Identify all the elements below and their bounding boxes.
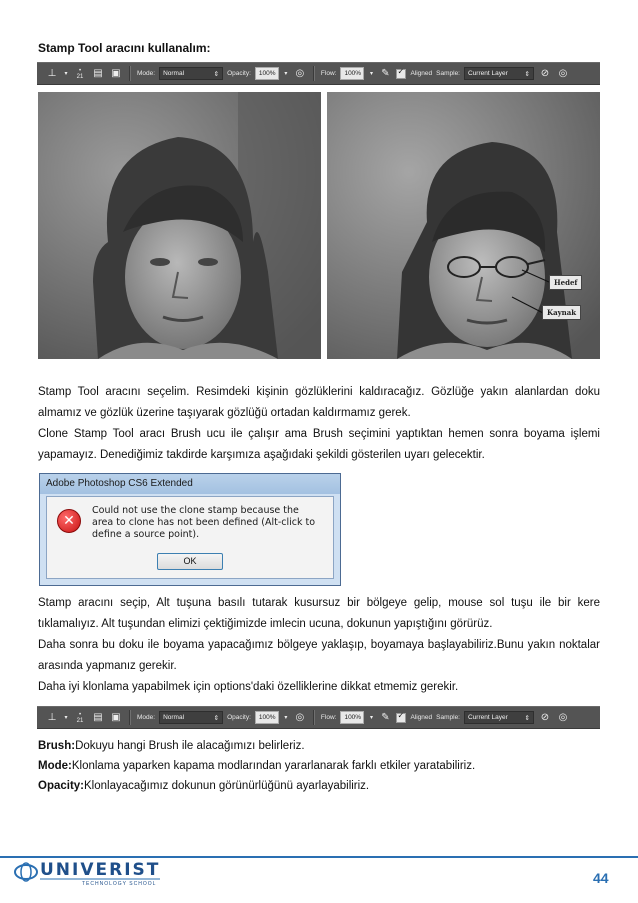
airbrush-icon[interactable]: ✎ [381, 68, 390, 79]
brush-panel-icon[interactable]: ▤ [93, 68, 103, 79]
chevron-down-icon[interactable]: ▾ [369, 71, 373, 77]
definition-text: Klonlayacağımız dokunun görünürlüğünü ayarlayabiliriz. [84, 780, 370, 792]
mode-value: Normal [163, 70, 185, 77]
footer-divider [0, 856, 638, 858]
divider [313, 710, 315, 725]
clone-source-panel-icon[interactable]: ▣ [111, 712, 121, 723]
flow-input[interactable] [340, 67, 364, 80]
opacity-label: Opacity: [227, 70, 251, 77]
photo-before [38, 92, 321, 359]
chevron-updown-icon: ⇕ [213, 714, 220, 722]
pressure-opacity-icon[interactable]: ◎ [295, 68, 305, 79]
paragraph: Stamp aracını seçip, Alt tuşuna basılı tutarak kusursuz bir bölgeye gelip, mouse sol tuşu ile bir kere tıklamalıyız. Alt tuşundan elimizi çektiğimizde imlecin ucuna, dokunun yapıştığını görürüz. [38, 597, 600, 630]
definition-brush [38, 736, 600, 756]
dialog-body [46, 496, 334, 579]
chevron-down-icon[interactable]: ▾ [284, 71, 288, 77]
pressure-size-icon[interactable]: ◎ [558, 68, 568, 79]
opacity-label: Opacity: [227, 714, 251, 721]
sample-select[interactable] [464, 711, 534, 724]
chevron-updown-icon: ⇕ [524, 70, 530, 78]
target-label: Hedef [549, 275, 582, 290]
flow-input[interactable] [340, 711, 364, 724]
paragraph: Clone Stamp Tool aracı Brush ucu ile çalışır ama Brush seçimini yaptıktan hemen sonra boyama işlemi yapamayız. Denediğimiz takdirde karşımıza aşağıdaki şekildi gösterilen uyarı gelecektir. [38, 428, 600, 461]
paragraph: Daha iyi klonlama yapabilmek için options'daki özelliklerine dikkat etmemiz gerekir. [38, 681, 459, 693]
sample-select[interactable] [464, 67, 534, 80]
brush-preset-picker[interactable]: • 21 [76, 711, 84, 724]
dialog-message: Could not use the clone stamp because the area to clone has not been defined (Alt-click to define a source point). [92, 505, 316, 540]
mode-label: Mode: [137, 70, 156, 77]
definition-term: Opacity: [38, 780, 85, 792]
chevron-down-icon[interactable]: ▾ [369, 715, 373, 721]
divider [129, 710, 131, 725]
photo-after [327, 92, 600, 359]
definition-mode [38, 756, 600, 776]
error-dialog [39, 473, 341, 586]
ignore-adjustment-layers-icon[interactable]: ⊘ [540, 712, 550, 723]
mode-select[interactable] [159, 711, 223, 724]
brush-panel-icon[interactable]: ▤ [93, 712, 103, 723]
definition-opacity [38, 776, 600, 796]
dialog-title: Adobe Photoshop CS6 Extended [40, 474, 340, 494]
instructions-text [38, 593, 600, 698]
definitions-list [38, 736, 600, 796]
chevron-down-icon[interactable]: ▾ [64, 715, 68, 721]
divider [129, 66, 131, 81]
clone-source-panel-icon[interactable]: ▣ [111, 68, 121, 79]
pressure-size-icon[interactable]: ◎ [558, 712, 568, 723]
definition-term: Mode: [38, 760, 72, 772]
opacity-value: 100% [258, 70, 276, 77]
brush-preset-picker[interactable]: • 21 [76, 67, 84, 80]
sample-value: Current Layer [468, 70, 508, 77]
chevron-updown-icon: ⇕ [213, 70, 220, 78]
aligned-checkbox[interactable] [396, 69, 406, 79]
brush-size-value: 21 [76, 717, 84, 724]
clone-stamp-icon[interactable]: ⊥ [47, 68, 57, 79]
portrait-before-image [38, 92, 321, 359]
source-label: Kaynak [542, 305, 581, 320]
page-number: 44 [593, 870, 609, 886]
brush-size-value: 21 [76, 73, 84, 80]
chevron-down-icon[interactable]: ▾ [64, 71, 68, 77]
ok-button[interactable]: OK [157, 553, 223, 570]
mode-value: Normal [163, 714, 185, 721]
sample-value: Current Layer [468, 714, 508, 721]
univerist-logo [10, 860, 190, 890]
aligned-checkbox[interactable] [396, 713, 406, 723]
opacity-value: 100% [258, 714, 276, 721]
chevron-down-icon[interactable]: ▾ [284, 715, 288, 721]
chevron-updown-icon: ⇕ [524, 714, 530, 722]
error-icon: ✕ [57, 509, 81, 533]
opacity-input[interactable] [255, 67, 279, 80]
mode-select[interactable] [159, 67, 223, 80]
definition-text: Klonlama yaparken kapama modlarından yararlanarak farklı etkiler yaratabiliriz. [71, 760, 476, 772]
paragraph: Daha sonra bu doku ile boyama yapacağımız bölgeye yaklaşıp, boyamaya başlayabiliriz.Bunu yakın noktalar arasında yapmanız gerekir. [38, 639, 600, 672]
mode-label: Mode: [137, 714, 156, 721]
ignore-adjustment-layers-icon[interactable]: ⊘ [540, 68, 550, 79]
flow-label: Flow: [320, 70, 337, 77]
flow-value: 100% [344, 70, 362, 77]
opacity-input[interactable] [255, 711, 279, 724]
sample-label: Sample: [436, 70, 460, 77]
aligned-label: Aligned [410, 70, 433, 77]
options-bar-bottom [37, 706, 600, 729]
section-heading: Stamp Tool aracını kullanalım: [38, 41, 211, 55]
pressure-opacity-icon[interactable]: ◎ [295, 712, 305, 723]
divider [313, 66, 315, 81]
logo-text: UNIVERIST [40, 860, 161, 880]
airbrush-icon[interactable]: ✎ [381, 712, 390, 723]
logo-subtext: TECHNOLOGY SCHOOL [82, 881, 157, 887]
sample-label: Sample: [436, 714, 460, 721]
paragraph: Stamp Tool aracını seçelim. Resimdeki kişinin gözlüklerini kaldıracağız. Gözlüğe yakın alanlardan doku almamız ve gözlük üzerine taşıyarak gözlüğü ortadan kaldırmamız gerek. [38, 386, 600, 419]
options-bar-top [37, 62, 600, 85]
flow-value: 100% [344, 714, 362, 721]
intro-text [38, 382, 600, 466]
flow-label: Flow: [320, 714, 337, 721]
clone-stamp-icon[interactable]: ⊥ [47, 712, 57, 723]
aligned-label: Aligned [410, 714, 433, 721]
definition-text: Dokuyu hangi Brush ile alacağımızı belirleriz. [75, 740, 305, 752]
definition-term: Brush: [38, 740, 76, 752]
